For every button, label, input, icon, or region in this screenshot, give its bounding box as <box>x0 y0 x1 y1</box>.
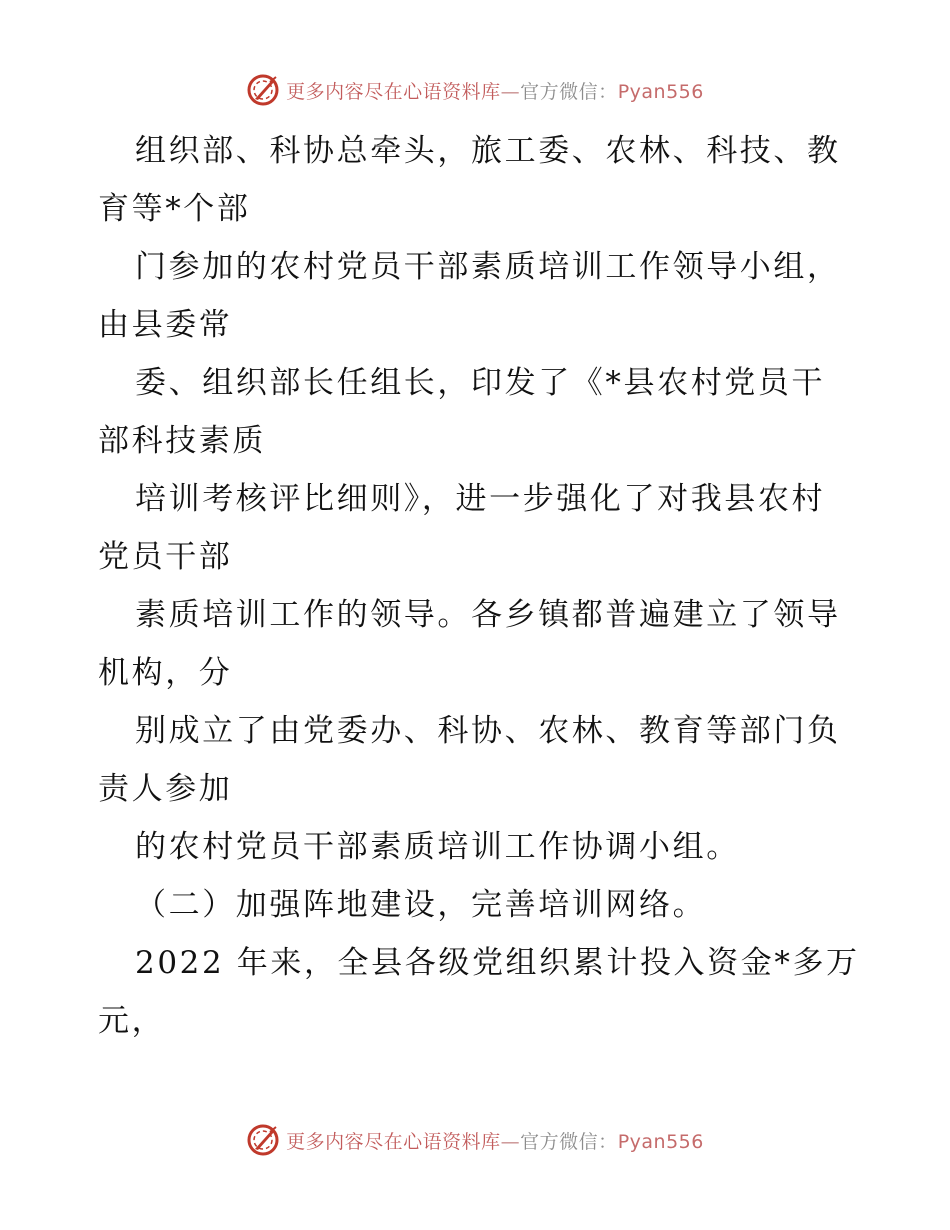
footer-banner-text <box>286 1127 704 1154</box>
text-line: 党员干部 <box>98 539 233 575</box>
text-line: 责人参加 <box>98 771 233 807</box>
section-heading: （二）加强阵地建设，完善培训网络。 <box>135 887 707 923</box>
text-line: 素质培训工作的领导。各乡镇都普遍建立了领导 <box>135 597 841 633</box>
banner-separator: — <box>500 1130 521 1153</box>
text-line: 育等*个部 <box>98 191 251 227</box>
text-line: 部科技素质 <box>98 423 266 459</box>
banner-handle: Pyan556 <box>617 1130 704 1153</box>
header-banner-text <box>286 77 704 104</box>
text-line: 组织部、科协总牵头，旅工委、农林、科技、教 <box>135 133 841 169</box>
text-line: 机构，分 <box>98 655 233 691</box>
text-line: 2022 年来，全县各级党组织累计投入资金*多万 <box>135 945 860 981</box>
quill-logo-icon <box>246 1123 280 1157</box>
banner-official-label: 官方微信： <box>520 80 618 103</box>
text-line: 的农村党员干部素质培训工作协调小组。 <box>135 829 740 865</box>
banner-site-name: 更多内容尽在心语资料库 <box>286 1130 501 1153</box>
text-line: 委、组织部长任组长，印发了《*县农村党员干 <box>135 365 826 401</box>
banner-site-name: 更多内容尽在心语资料库 <box>286 80 501 103</box>
banner-separator: — <box>500 80 521 103</box>
footer-banner <box>0 1120 950 1160</box>
text-line: 门参加的农村党员干部素质培训工作领导小组， <box>135 249 841 285</box>
text-line: 别成立了由党委办、科协、农林、教育等部门负 <box>135 713 841 749</box>
banner-official-label: 官方微信： <box>520 1130 618 1153</box>
header-banner <box>0 70 950 110</box>
text-line: 培训考核评比细则》，进一步强化了对我县农村 <box>135 481 826 517</box>
text-line: 由县委常 <box>98 307 233 343</box>
header-banner-inner <box>246 73 704 107</box>
quill-logo-icon <box>246 73 280 107</box>
text-line: 元， <box>98 1003 166 1039</box>
banner-handle: Pyan556 <box>617 80 704 103</box>
footer-banner-inner <box>246 1123 704 1157</box>
